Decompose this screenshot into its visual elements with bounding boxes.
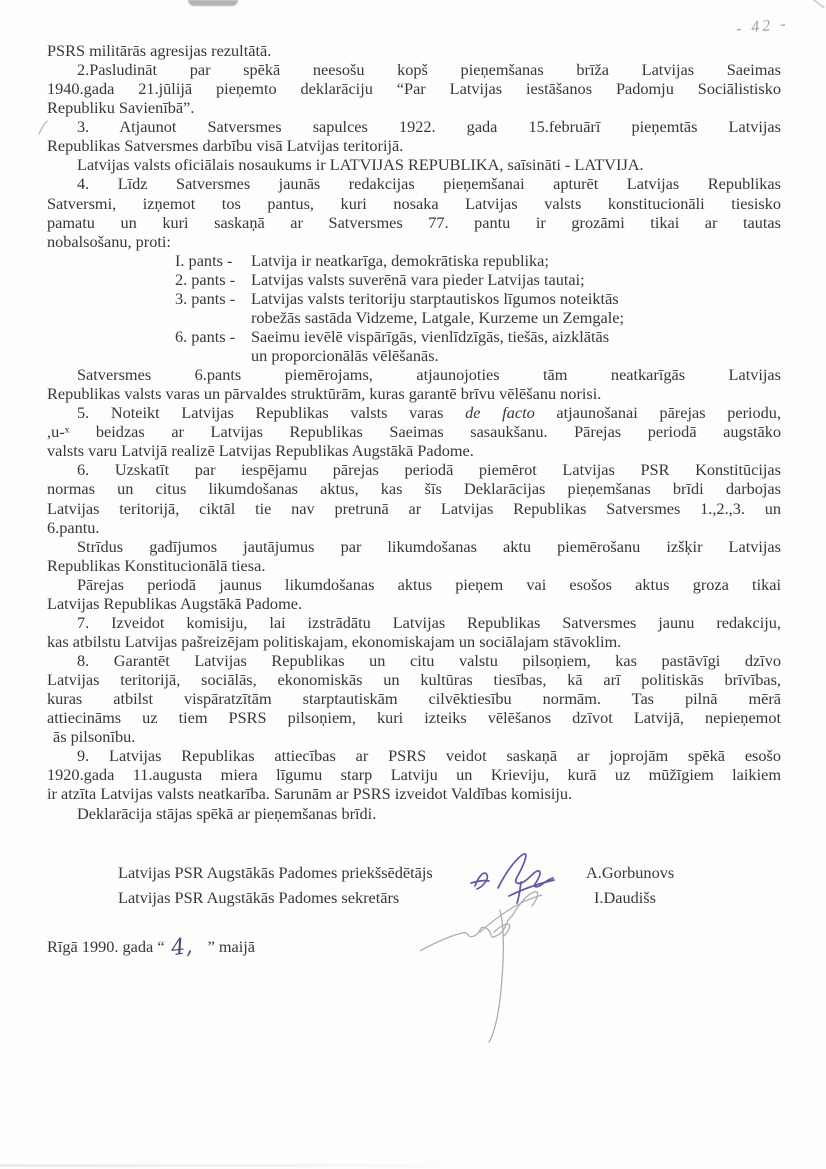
document-line: Deklarācija stājas spēkā ar pieņemšanas brīdi. [77,803,377,823]
document-line: 6.pantu. [47,517,100,537]
document-line: Satversmi, izņemot tos pantus, kuri nosaka Latvijas valsts konstitucionāli tiesisko [47,193,781,213]
signature-block [47,861,781,910]
document-line: ,u-ˣ beidzas ar Latvijas Republikas Saeimas sasaukšanu. Pārejas periodā augstāko [47,422,781,442]
document-line: attiecināms uz tiem PSRS pilsoņiem, kuri izteiks vēlēšanos dzīvot Latvijā, nepieņemot [47,708,781,728]
handwritten-day: 4, [169,933,194,962]
handwritten-page-number: - 42 - [735,15,790,38]
italic-phrase: de facto [465,403,535,423]
signatory-name: I.Daudišs [594,887,656,907]
signatory-name: A.Gorbunovs [586,863,675,882]
item-label: 2. pants - [175,269,236,289]
text-segment: 5. Noteikt Latvijas Republikas valsts varas [77,403,466,423]
signatures-artwork [420,840,650,1060]
document-body [47,41,781,823]
item-text: Latvijas valsts teritoriju starptautiskos līgumos noteiktās [251,288,619,308]
date-prefix: Rīgā 1990. gada “ [47,937,165,956]
daudiss-signature [420,892,542,1042]
document-line: robežās sastāda Vidzeme, Latgale, Kurzeme un Zemgale; [251,307,625,327]
item-label: 6. pants - [175,326,236,346]
document-line: valsts varu Latvijā realizē Latvijas Republikas Augstākā Padome. [47,441,474,461]
document-line: 2.Pasludināt par spēkā neesošu kopš pieņemšanas brīža Latvijas Saeimas [77,60,781,80]
document-line: nobalsošanu, proti: [47,231,171,251]
document-line: 9. Latvijas Republikas attiecības ar PSRS veidot saskaņā ar joprojām spēkā esošo [77,746,781,766]
document-line: ās pilsonību. [53,727,136,747]
document-line: Strīdus gadījumos jautājumus par likumdošanas aktu piemērošanu izšķir Latvijas [77,536,781,556]
date-suffix: ” maijā [207,937,256,956]
document-line: Pārejas periodā jaunus likumdošanas aktus pieņem vai esošos aktus groza tikai [77,574,781,594]
document-line: un proporcionālās vēlēšanās. [251,346,439,365]
document-line: Latvijas Republikas Augstākā Padome. [47,593,303,613]
document-line: Latvijas teritorijā, sociālās, ekonomiskās un kultūras tiesības, kā arī politiskās brīvības, [47,670,781,690]
document-line: Republiku Savienībā”. [47,98,195,118]
document-line: 4. Līdz Satversmes jaunās redakcijas pieņemšanai apturēt Latvijas Republikas [77,174,781,194]
item-label: I. pants - [175,250,233,270]
signature-row [47,861,781,886]
document-line: Republikas valsts varas un pārvaldes struktūrām, kuras garantē brīvu vēlēšanu norisi. [47,384,602,404]
item-text: Latvijas valsts suverēnā vara pieder Latvijas tautai; [251,269,585,289]
document-line [47,289,781,308]
document-line [47,270,781,289]
item-label: 3. pants - [175,288,236,308]
document-line: Satversmes 6.pants piemērojams, atjaunojoties tām neatkarīgās Latvijas [77,365,781,385]
scanner-smudge-artifact [188,0,238,6]
document-line: pamatu un kuri saskaņā ar Satversmes 77. pantu ir grozāmi tikai ar tautas [47,212,781,232]
document-line: kas atbilstu Latvijas pašreizējam politiskajam, ekonomiskajam un sociālajam stāvoklim. [47,631,622,651]
corner-scan-mark [811,0,825,9]
bottom-scan-edge-artifact [0,1164,470,1167]
text-segment: atjaunošanai pārejas periodu, [534,403,782,423]
document-line: 8. Garantēt Latvijas Republikas un citu valstu pilsoņiem, kas pastāvīgi dzīvo [77,651,781,670]
document-line [47,251,781,270]
date-line [47,933,255,960]
document-line: kuras atbilst vispāratzītām starptautiskām cilvēktiesību normām. Tas pilnā mērā [47,689,781,709]
document-line: Republikas Satversmes darbību visā Latvijas teritorijā. [47,136,404,156]
document-line [47,327,781,346]
signatory-title: Latvijas PSR Augstākās Padomes sekretārs [118,887,400,907]
document-line: ir atzīta Latvijas valsts neatkarība. Sarunām ar PSRS izveidot Valdības komisiju. [47,784,573,804]
item-text: Latvija ir neatkarīga, demokrātiska republika; [251,250,549,270]
document-line: 1940.gada 21.jūlijā pieņemto deklarāciju “Par Latvijas iestāšanos Padomju Sociālistisko [47,79,781,99]
document-line: 7. Izveidot komisiju, lai izstrādātu Latvijas Republikas Satversmes jaunu redakciju, [77,612,781,632]
document-line: 3. Atjaunot Satversmes sapulces 1922. gada 15.februārī pieņemtās Latvijas [77,117,781,137]
signatory-title: Latvijas PSR Augstākās Padomes priekšsēdētājs [118,863,433,882]
item-text: Saeimu ievēlē vispārīgās, vienlīdzīgās, tiešās, aizklātās [251,326,610,346]
document-line: Republikas Konstitucionālā tiesa. [47,555,266,575]
document-line: Latvijas teritorijā, ciktāl tie nav pretrunā ar Latvijas Republikas Satversmes 1.,2.,3. un [47,498,781,518]
document-line: PSRS militārās agresijas rezultātā. [47,41,272,60]
document-line: 1920.gada 11.augusta miera līgumu starp Latviju un Krieviju, kurā uz mūžīgiem laikiem [47,765,781,785]
signature-row [47,886,781,911]
document-line: Latvijas valsts oficiālais nosaukums ir LATVIJAS REPUBLIKA, saīsināti - LATVIJA. [77,155,644,175]
document-line [47,403,781,422]
document-line: normas un citus likumdošanas aktus, kas šīs Deklarācijas pieņemšanas brīdi darbojas [47,479,781,499]
document-line: 6. Uzskatīt par iespējamu pārejas periodā piemērot Latvijas PSR Konstitūcijas [77,460,781,480]
